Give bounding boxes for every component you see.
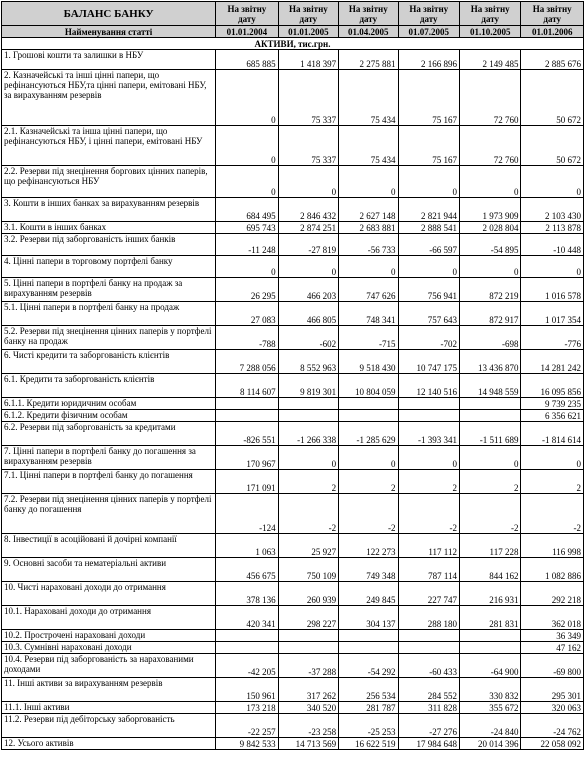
value-cell: 16 095 856	[521, 374, 584, 398]
value-cell	[278, 410, 338, 422]
value-cell: 171 091	[216, 470, 279, 494]
value-cell: 13 436 870	[459, 350, 520, 374]
value-cell	[216, 630, 279, 642]
value-cell: 0	[398, 446, 459, 470]
section-row	[2, 38, 584, 50]
row-label: 4. Цінні папери в торговому портфелі банку	[2, 256, 216, 278]
date-header: 01.01.2004	[216, 26, 279, 38]
table-title: БАЛАНС БАНКУ	[2, 2, 216, 26]
value-cell: -24 840	[459, 714, 520, 738]
name-header: Найменування статті	[2, 26, 216, 38]
value-cell: 295 301	[521, 678, 584, 702]
table-row	[2, 446, 584, 470]
row-label: 7.2. Резерви під знецінення цінних паперів у портфелі банку до погашення	[2, 494, 216, 534]
value-cell: -1 814 614	[521, 422, 584, 446]
value-cell: 298 227	[278, 606, 338, 630]
row-label: 3. Кошти в інших банках за вирахуванням резервів	[2, 198, 216, 222]
value-cell: 12 140 516	[398, 374, 459, 398]
table-row	[2, 702, 584, 714]
value-cell: 0	[521, 256, 584, 278]
value-cell: 0	[339, 256, 398, 278]
value-cell: 0	[521, 446, 584, 470]
value-cell: 684 495	[216, 198, 279, 222]
row-label: 1. Грошові кошти та залишки в НБУ	[2, 50, 216, 70]
value-cell: 0	[278, 166, 338, 198]
value-cell	[459, 410, 520, 422]
value-cell: -24 762	[521, 714, 584, 738]
row-label: 5. Цінні папери в портфелі банку на продаж за вирахуванням резервів	[2, 278, 216, 302]
value-cell: 14 948 559	[459, 374, 520, 398]
value-cell: 288 180	[398, 606, 459, 630]
row-label: 7.1. Цінні папери в портфелі банку до погашення	[2, 470, 216, 494]
date-caption: На звітну дату	[216, 2, 279, 26]
value-cell: -54 895	[459, 234, 520, 256]
value-cell: 25 927	[278, 534, 338, 558]
value-cell: 0	[339, 446, 398, 470]
value-cell: 27 083	[216, 302, 279, 326]
value-cell	[278, 642, 338, 654]
value-cell: -23 258	[278, 714, 338, 738]
value-cell: 16 622 519	[339, 738, 398, 750]
value-cell: 22 058 092	[521, 738, 584, 750]
row-label: 6.2. Резерви під заборгованість за кредитами	[2, 422, 216, 446]
value-cell: 0	[398, 256, 459, 278]
value-cell: 0	[278, 256, 338, 278]
value-cell	[339, 410, 398, 422]
table-row	[2, 714, 584, 738]
row-label: 2. Казначейські та інші цінні папери, що рефінансуються НБУ,та цінні папери, емітовані НБУ, за вирахуванням резервів	[2, 70, 216, 126]
value-cell	[339, 642, 398, 654]
value-cell: 2	[459, 470, 520, 494]
value-cell: -69 800	[521, 654, 584, 678]
value-cell: -826 551	[216, 422, 279, 446]
value-cell: 249 845	[339, 582, 398, 606]
value-cell: 150 961	[216, 678, 279, 702]
value-cell	[398, 630, 459, 642]
date-header: 01.04.2005	[339, 26, 398, 38]
date-header: 01.07.2005	[398, 26, 459, 38]
table-row	[2, 534, 584, 558]
value-cell: 292 218	[521, 582, 584, 606]
value-cell: 281 831	[459, 606, 520, 630]
row-label: 9. Основні засоби та нематеріальні активи	[2, 558, 216, 582]
date-header: 01.10.2005	[459, 26, 520, 38]
value-cell: 756 941	[398, 278, 459, 302]
value-cell: 260 939	[278, 582, 338, 606]
value-cell: 10 804 059	[339, 374, 398, 398]
value-cell	[216, 398, 279, 410]
value-cell: 2 103 430	[521, 198, 584, 222]
value-cell: 14 281 242	[521, 350, 584, 374]
table-row	[2, 654, 584, 678]
value-cell: -42 205	[216, 654, 279, 678]
value-cell: 2 275 881	[339, 50, 398, 70]
value-cell: -1 285 629	[339, 422, 398, 446]
value-cell: 284 552	[398, 678, 459, 702]
value-cell: 0	[521, 166, 584, 198]
value-cell: -698	[459, 326, 520, 350]
table-row	[2, 606, 584, 630]
value-cell: -1 266 338	[278, 422, 338, 446]
value-cell: 2 874 251	[278, 222, 338, 234]
value-cell: 72 760	[459, 126, 520, 166]
value-cell: -54 292	[339, 654, 398, 678]
value-cell: 173 218	[216, 702, 279, 714]
value-cell: -37 288	[278, 654, 338, 678]
value-cell: 378 136	[216, 582, 279, 606]
value-cell	[339, 398, 398, 410]
row-label: 2.1. Казначейські та інша цінні папери, що рефінансуються НБУ, і цінні папери, емітовані НБУ	[2, 126, 216, 166]
table-row	[2, 374, 584, 398]
row-label: 11.1. Інші активи	[2, 702, 216, 714]
row-label: 10.3. Сумнівні нараховані доходи	[2, 642, 216, 654]
row-label: 7. Цінні папери в портфелі банку до погашення за вирахуванням резервів	[2, 446, 216, 470]
row-label: 10.4. Резерви під заборгованість за нарахованими доходами	[2, 654, 216, 678]
value-cell: 75 434	[339, 126, 398, 166]
row-label: 6.1. Кредити та заборгованість клієнтів	[2, 374, 216, 398]
value-cell: 75 167	[398, 126, 459, 166]
value-cell: -56 733	[339, 234, 398, 256]
value-cell: 2 149 485	[459, 50, 520, 70]
value-cell: 0	[459, 256, 520, 278]
value-cell: -2	[459, 494, 520, 534]
value-cell: 50 672	[521, 70, 584, 126]
value-cell: -702	[398, 326, 459, 350]
value-cell: 116 998	[521, 534, 584, 558]
value-cell: -10 448	[521, 234, 584, 256]
value-cell: 0	[216, 166, 279, 198]
value-cell: 6 356 621	[521, 410, 584, 422]
value-cell	[339, 630, 398, 642]
table-row	[2, 222, 584, 234]
table-row	[2, 126, 584, 166]
value-cell: 2	[339, 470, 398, 494]
value-cell: -60 433	[398, 654, 459, 678]
value-cell: 2 846 432	[278, 198, 338, 222]
value-cell: 355 672	[459, 702, 520, 714]
table-row	[2, 50, 584, 70]
table-row	[2, 350, 584, 374]
table-row	[2, 678, 584, 702]
row-label: 6.1.2. Кредити фізичним особам	[2, 410, 216, 422]
row-label: 3.2. Резерви під заборгованість інших банків	[2, 234, 216, 256]
value-cell: 75 434	[339, 70, 398, 126]
value-cell	[216, 642, 279, 654]
value-cell: 9 842 533	[216, 738, 279, 750]
table-row	[2, 410, 584, 422]
table-row	[2, 326, 584, 350]
row-label: 10. Чисті нараховані доходи до отримання	[2, 582, 216, 606]
table-row	[2, 198, 584, 222]
value-cell	[398, 410, 459, 422]
value-cell: 750 109	[278, 558, 338, 582]
value-cell: 420 341	[216, 606, 279, 630]
value-cell: 10 747 175	[398, 350, 459, 374]
value-cell: 72 760	[459, 70, 520, 126]
value-cell: -602	[278, 326, 338, 350]
value-cell: 281 787	[339, 702, 398, 714]
row-label: 10.1. Нараховані доходи до отримання	[2, 606, 216, 630]
value-cell: 466 805	[278, 302, 338, 326]
value-cell: 9 739 235	[521, 398, 584, 410]
row-label: 10.2. Прострочені нараховані доходи	[2, 630, 216, 642]
value-cell: -788	[216, 326, 279, 350]
value-cell: 685 885	[216, 50, 279, 70]
value-cell: 7 288 056	[216, 350, 279, 374]
value-cell: 227 747	[398, 582, 459, 606]
value-cell: 47 162	[521, 642, 584, 654]
value-cell: 330 832	[459, 678, 520, 702]
value-cell: 2 166 896	[398, 50, 459, 70]
value-cell: 75 337	[278, 126, 338, 166]
table-row	[2, 558, 584, 582]
value-cell: 17 984 648	[398, 738, 459, 750]
value-cell: 1 973 909	[459, 198, 520, 222]
value-cell: 1 017 354	[521, 302, 584, 326]
value-cell: 747 626	[339, 278, 398, 302]
section-title: АКТИВИ, тис.грн.	[2, 38, 584, 50]
date-caption: На звітну дату	[278, 2, 338, 26]
value-cell: 362 018	[521, 606, 584, 630]
value-cell: -64 900	[459, 654, 520, 678]
value-cell: 117 228	[459, 534, 520, 558]
value-cell: 20 014 396	[459, 738, 520, 750]
value-cell	[398, 398, 459, 410]
value-cell: -27 276	[398, 714, 459, 738]
table-row	[2, 582, 584, 606]
value-cell: 1 418 397	[278, 50, 338, 70]
row-label: 6.1.1. Кредити юридичним особам	[2, 398, 216, 410]
value-cell: 9 518 430	[339, 350, 398, 374]
value-cell: 748 341	[339, 302, 398, 326]
value-cell: 340 520	[278, 702, 338, 714]
value-cell: 872 219	[459, 278, 520, 302]
date-caption: На звітну дату	[521, 2, 584, 26]
value-cell: 8 552 963	[278, 350, 338, 374]
row-label: 8. Інвестиції в асоційовані й дочірні компанії	[2, 534, 216, 558]
row-label: 11. Інші активи за вирахуванням резервів	[2, 678, 216, 702]
row-label: 2.2. Резерви під знецінення боргових цінних паперів, що рефінансуються НБУ	[2, 166, 216, 198]
table-row	[2, 166, 584, 198]
value-cell: 0	[278, 446, 338, 470]
bank-balance-table	[1, 1, 584, 750]
value-cell: 2	[398, 470, 459, 494]
value-cell: 26 295	[216, 278, 279, 302]
date-caption: На звітну дату	[459, 2, 520, 26]
value-cell: 50 672	[521, 126, 584, 166]
value-cell: 122 273	[339, 534, 398, 558]
value-cell: 317 262	[278, 678, 338, 702]
value-cell: 117 112	[398, 534, 459, 558]
value-cell: -25 253	[339, 714, 398, 738]
row-label: 5.1. Цінні папери в портфелі банку на продаж	[2, 302, 216, 326]
value-cell: 0	[216, 70, 279, 126]
table-row	[2, 630, 584, 642]
date-header: 01.01.2006	[521, 26, 584, 38]
table-row	[2, 234, 584, 256]
date-header: 01.01.2005	[278, 26, 338, 38]
value-cell: -11 248	[216, 234, 279, 256]
table-row	[2, 422, 584, 446]
value-cell: 2 821 944	[398, 198, 459, 222]
value-cell: 2 885 676	[521, 50, 584, 70]
value-cell	[278, 398, 338, 410]
value-cell: 2	[521, 470, 584, 494]
value-cell: -1 511 689	[459, 422, 520, 446]
row-label: 11.2. Резерви під дебіторську заборгованість	[2, 714, 216, 738]
value-cell	[459, 630, 520, 642]
value-cell: -27 819	[278, 234, 338, 256]
value-cell: 787 114	[398, 558, 459, 582]
row-label: 6. Чисті кредити та заборгованість клієнтів	[2, 350, 216, 374]
table-row	[2, 278, 584, 302]
value-cell	[459, 398, 520, 410]
value-cell: -2	[339, 494, 398, 534]
table-row	[2, 302, 584, 326]
value-cell: 456 675	[216, 558, 279, 582]
value-cell: 320 063	[521, 702, 584, 714]
value-cell: 0	[216, 126, 279, 166]
table-row	[2, 738, 584, 750]
value-cell: 2 683 881	[339, 222, 398, 234]
value-cell: -22 257	[216, 714, 279, 738]
value-cell: 872 917	[459, 302, 520, 326]
header-dates-row	[2, 26, 584, 38]
value-cell: -66 597	[398, 234, 459, 256]
value-cell: 466 203	[278, 278, 338, 302]
value-cell: 1 082 886	[521, 558, 584, 582]
value-cell: 36 349	[521, 630, 584, 642]
value-cell: -715	[339, 326, 398, 350]
value-cell: 216 931	[459, 582, 520, 606]
value-cell: 8 114 607	[216, 374, 279, 398]
row-label: 3.1. Кошти в інших банках	[2, 222, 216, 234]
value-cell: -2	[398, 494, 459, 534]
row-label: 5.2. Резерви під знецінення цінних паперів у портфелі банку на продаж	[2, 326, 216, 350]
value-cell	[459, 642, 520, 654]
table-row	[2, 70, 584, 126]
value-cell: -1 393 341	[398, 422, 459, 446]
value-cell: 0	[459, 446, 520, 470]
value-cell: 2 028 804	[459, 222, 520, 234]
value-cell: 0	[339, 166, 398, 198]
value-cell: 170 967	[216, 446, 279, 470]
row-label: 12. Усього активів	[2, 738, 216, 750]
value-cell	[278, 630, 338, 642]
value-cell: 2 888 541	[398, 222, 459, 234]
value-cell: -2	[521, 494, 584, 534]
value-cell: 749 348	[339, 558, 398, 582]
value-cell: -124	[216, 494, 279, 534]
value-cell	[216, 410, 279, 422]
table-row	[2, 398, 584, 410]
value-cell: 757 643	[398, 302, 459, 326]
table-row	[2, 256, 584, 278]
value-cell: 2	[278, 470, 338, 494]
table-row	[2, 470, 584, 494]
table-row	[2, 642, 584, 654]
value-cell: 311 828	[398, 702, 459, 714]
value-cell: 75 337	[278, 70, 338, 126]
value-cell: 1 016 578	[521, 278, 584, 302]
value-cell: 256 534	[339, 678, 398, 702]
date-caption: На звітну дату	[398, 2, 459, 26]
value-cell	[398, 642, 459, 654]
value-cell: 0	[398, 166, 459, 198]
value-cell: 9 819 301	[278, 374, 338, 398]
value-cell: -776	[521, 326, 584, 350]
value-cell: 0	[216, 256, 279, 278]
value-cell: 1 063	[216, 534, 279, 558]
value-cell: 0	[459, 166, 520, 198]
value-cell: 304 137	[339, 606, 398, 630]
value-cell: 2 627 148	[339, 198, 398, 222]
value-cell: 2 113 878	[521, 222, 584, 234]
value-cell: 695 743	[216, 222, 279, 234]
table-row	[2, 494, 584, 534]
value-cell: 14 713 569	[278, 738, 338, 750]
value-cell: 75 167	[398, 70, 459, 126]
date-caption: На звітну дату	[339, 2, 398, 26]
value-cell: -2	[278, 494, 338, 534]
value-cell: 844 162	[459, 558, 520, 582]
header-row	[2, 2, 584, 26]
